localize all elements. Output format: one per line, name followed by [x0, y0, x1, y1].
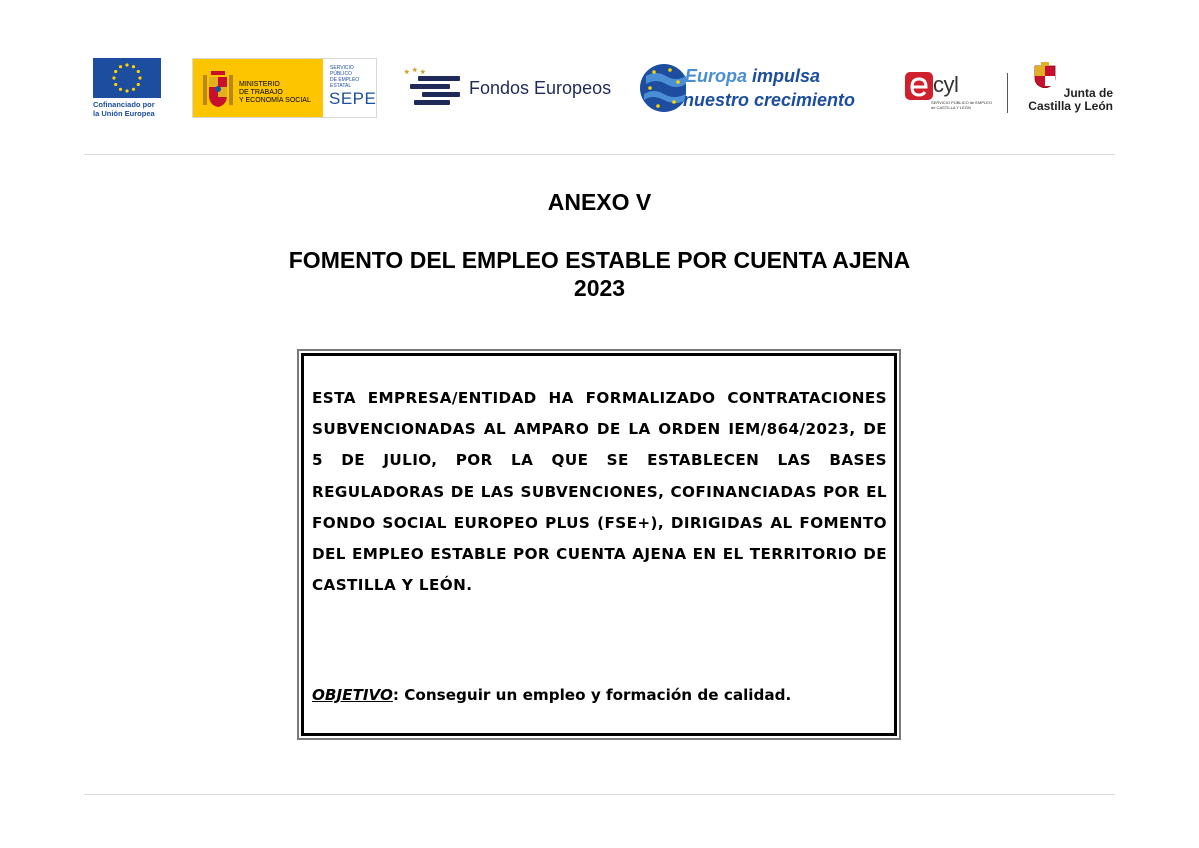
ecyl-e-icon — [905, 72, 935, 102]
impulsa-line2: nuestro crecimiento — [683, 90, 856, 110]
header-divider — [84, 154, 1115, 155]
ministerio-line2: DE TRABAJO — [239, 89, 283, 96]
junta-shield-icon — [1033, 62, 1057, 88]
ministerio-line3: Y ECONOMÍA SOCIAL — [239, 97, 311, 104]
impulsa-impulsa-word: impulsa — [747, 66, 821, 86]
junta-text — [1027, 87, 1113, 113]
notice-text: ESTA EMPRESA/ENTIDAD HA FORMALIZADO CONTRATACIONES SUBVENCIONADAS AL AMPARO DE LA ORDEN IEM/864/2023, DE 5 DE JULIO, POR LA QUE SE ESTABLECEN LAS BASES REGULADORAS DE LAS SUBVENCIONES, COFINANCIADAS POR EL FONDO SOCIAL EUROPEO PLUS (FSE+), DIRIGIDAS AL FOMENTO DEL EMPLEO ESTABLE POR CUENTA AJENA EN EL TERRITORIO DE CASTILLA Y LEÓN. — [312, 389, 887, 595]
junta-line2: Castilla y León — [1028, 99, 1113, 113]
objetivo-text: : Conseguir un empleo y formación de calidad. — [392, 686, 792, 704]
ecyl-wordmark: cyl — [933, 72, 959, 97]
eu-globe-icon — [640, 58, 686, 118]
logo-bar — [0, 0, 1199, 150]
objetivo-label: OBJETIVO — [312, 686, 393, 704]
sepe-subtitle-line1: SERVICIO PÚBLICO — [330, 65, 354, 77]
eu-caption-line2: la Unión Europea — [93, 109, 155, 118]
document-title — [0, 246, 1199, 302]
eu-caption-line1: Cofinanciado por — [93, 100, 155, 109]
ecyl-logo — [905, 70, 997, 114]
ministerio-text — [239, 81, 311, 105]
fondos-flag-icon — [404, 66, 464, 110]
impulsa-europa-word: Europa — [685, 66, 748, 86]
logo-separator — [1007, 73, 1008, 113]
sepe-wordmark: SEPE — [329, 89, 377, 108]
sepe-subtitle-line2: DE EMPLEO ESTATAL — [330, 77, 360, 89]
junta-line1: Junta de — [1063, 86, 1113, 100]
ministerio-line1: MINISTERIO — [239, 81, 280, 88]
junta-castilla-leon-logo — [1025, 62, 1115, 118]
europa-impulsa-logo — [640, 58, 870, 118]
annex-heading: ANEXO V — [547, 189, 652, 215]
document-title-year: 2023 — [573, 275, 626, 301]
fondos-europeos-logo — [404, 66, 614, 110]
sepe-subtitle — [330, 65, 374, 89]
ecyl-subtitle — [931, 100, 992, 110]
footer-divider — [84, 794, 1115, 795]
eu-cofinanciado-logo — [93, 58, 161, 118]
objetivo-statement — [312, 686, 887, 704]
eu-caption — [93, 100, 161, 118]
ministerio-panel — [193, 59, 323, 117]
coat-of-arms-icon — [201, 65, 235, 111]
ecyl-subtitle-line2: de CASTILLA Y LEÓN — [931, 105, 971, 110]
ecyl-subtitle-line1: SERVICIO PÚBLICO de EMPLEO — [931, 100, 993, 105]
impulsa-line1 — [685, 66, 820, 87]
ministerio-sepe-logo — [192, 58, 377, 118]
eu-flag-icon — [93, 58, 161, 98]
fondos-text: Fondos Europeos — [469, 78, 612, 98]
document-title-line1: FOMENTO DEL EMPLEO ESTABLE POR CUENTA AJENA — [288, 247, 911, 273]
